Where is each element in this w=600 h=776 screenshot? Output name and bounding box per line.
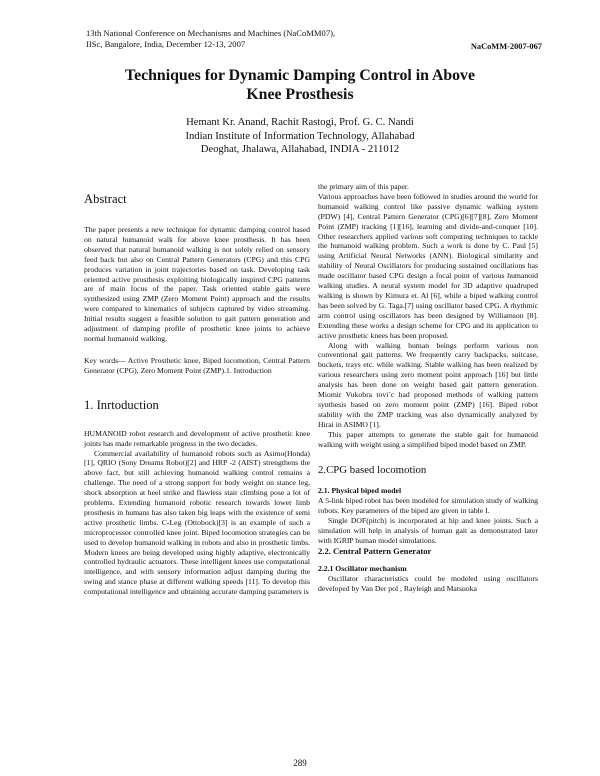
- author-address: Deoghat, Jhalawa, Allahabad, INDIA - 211012: [200, 144, 400, 155]
- author-block: [0, 116, 600, 157]
- conference-header: [86, 28, 335, 50]
- intro-paragraph-2: Commercial availability of humanoid robots such as Asimo(Honda)[1], QRIO (Sony Dreams Robot)[2] and HRP -2 (AIST) strengthens the above fact, but still achieving humanoid walking control remains a challenge. The need of a strong support for body weight on stance leg, shock absorption at heel strike and flawless stair climbing pose a lot of problems. Extending humanoid robotic research towards lower limb prosthesis in humans has also taken big leaps with the existence of semi active prosthetic limbs. C-Leg (Ottobock)[3] is an example of such a microprocessor controlled knee joint. Biped locomotion strategies can be used to develop humanoid walking in robots and also in prosthetic limbs. Modern knees are being developed using highly adaptive, electronically controlled hydraulic actuators. These intelligent knees use computational intelligence, and with sensory information adjust damping during the swing and stance phase at different walking speeds [11]. To develop this computational intelligence and obtaining accurate damping parameters is: [84, 448, 310, 597]
- keywords: Key words— Active Prosthetic knee, Biped locomotion, Central Pattern Generator (CPG), Zero Moment Point (ZMP).1. Introduction: [84, 355, 310, 375]
- paper-title: [0, 66, 600, 104]
- conference-line-2: IISc, Bangalore, India, December 12-13, 2007: [86, 39, 246, 49]
- continued-text: the primary aim of this paper.: [318, 182, 409, 191]
- conference-line-1: 13th National Conference on Mechanisms and Machines (NaCoMM07),: [86, 28, 336, 38]
- paper-id: NaCoMM-2007-067: [470, 42, 542, 51]
- left-column: [84, 182, 310, 597]
- paper-aim-paragraph: This paper attempts to generate the stable gait for humanoid walking with weight using a simplified biped model based on ZMP.: [318, 429, 538, 449]
- author-names: Hemant Kr. Anand, Rachit Rastogi, Prof. G. C. Nandi: [186, 117, 414, 128]
- approaches-paragraph: Various approaches have been followed in studies around the world for humanoid walking control like passive dynamic walking system (PDW) [4], Central Pattern Generator (CPG)[6][7][8], Zero Moment Point (ZMP) tracking [1][16], learning and divide-and-conquer [10]. Other researchers applied various soft computing techniques to tackle the humanoid walking problem. Such a work is done by C. Paul [5] using Artificial Neural Networks (ANN). Biological similarity and stability of Neural Oscillators for producing sustained oscillations has made oscillator based CPG design a focal point of various humanoid walking studies. A neural system model for 3D adaptive quadruped walking is shown by Kimura et. Al [6], while a biped walking control has been solved by G. Taga.[7] using oscillator based CPG. A rhythmic arm control using oscillators has been designed by Williamson [8]. Extending these works a design scheme for CPG and its application to active prosthetic knees has been proposed.: [318, 191, 538, 340]
- physical-model-paragraph-2: Single DOF(pitch) is incorporated at hip and knee joints. Such a simulation will help in analysis of human gait as demonstrated later with IGRIP human model simulations.: [318, 516, 538, 546]
- physical-model-heading: 2.1. Physical biped model: [318, 486, 402, 496]
- oscillator-heading: 2.2.1 Oscillator mechanism: [318, 564, 407, 573]
- cpg-heading: 2.CPG based locomotion: [318, 464, 427, 477]
- abstract-text: The paper presents a new technique for dynamic damping control based on natural humanoid walk for above knee prosthesis. It has been observed that natural humanoid walking is not solely relied on sensory feed back but also on Central Pattern Generators (CPG) and this CPG produces variation in joint trajectories based on task. Developing task oriented active prosthesis exploiting biologically inspired CPG patterns are of main focus of the paper. Task oriented stable gaits were synthesized using ZMP (Zero Moment Point) approach and the results were compared to kinematics of subjects captured by video streaming. Initial results suggest a feasible solution to gait pattern generation and adjustment of damping profile of prosthetic knee joints to achieve normal humanoid walking.: [84, 225, 310, 343]
- gait-patterns-paragraph: Along with walking human beings perform various non conventional gait patterns. We frequently carry backpacks, suitcase, buckets, trays etc. while walking. Stable walking has been realized by various researchers using zero moment point approach [16] but little analysis has been done on weight based gait pattern generation. Miomir Vukobra tovi´c had proposed methods of walking pattern synthesis based on zero moment point (ZMP) [16]. Biped robot stability with the ZMP tracking was also dynamically analyzed by Hirai in ASIMO [1].: [318, 340, 538, 429]
- cpg-generator-heading: 2.2. Central Pattern Generator: [318, 546, 432, 556]
- oscillator-paragraph: Oscillator characteristics could be modeled using oscillators developed by Van Der pol , Rayleigh and Matsuoka: [318, 574, 538, 593]
- physical-model-paragraph-1: A 5-link biped robot has been modeled for simulation study of walking robots. Key parameters of the biped are given in table I.: [318, 496, 538, 516]
- intro-heading: 1. Inrtoduction: [84, 397, 159, 412]
- page-number: 289: [293, 758, 307, 768]
- title-line-2: Knee Prosthesis: [246, 86, 354, 103]
- abstract-heading: Abstract: [84, 192, 127, 206]
- title-line-1: Techniques for Dynamic Damping Control in Above: [125, 67, 475, 84]
- right-column: [318, 182, 538, 594]
- intro-paragraph-1: HUMANOID robot research and development of active prosthetic knee joints has made remarkable progress in the two decades.: [84, 428, 310, 448]
- author-affiliation: Indian Institute of Information Technology, Allahabad: [185, 130, 415, 142]
